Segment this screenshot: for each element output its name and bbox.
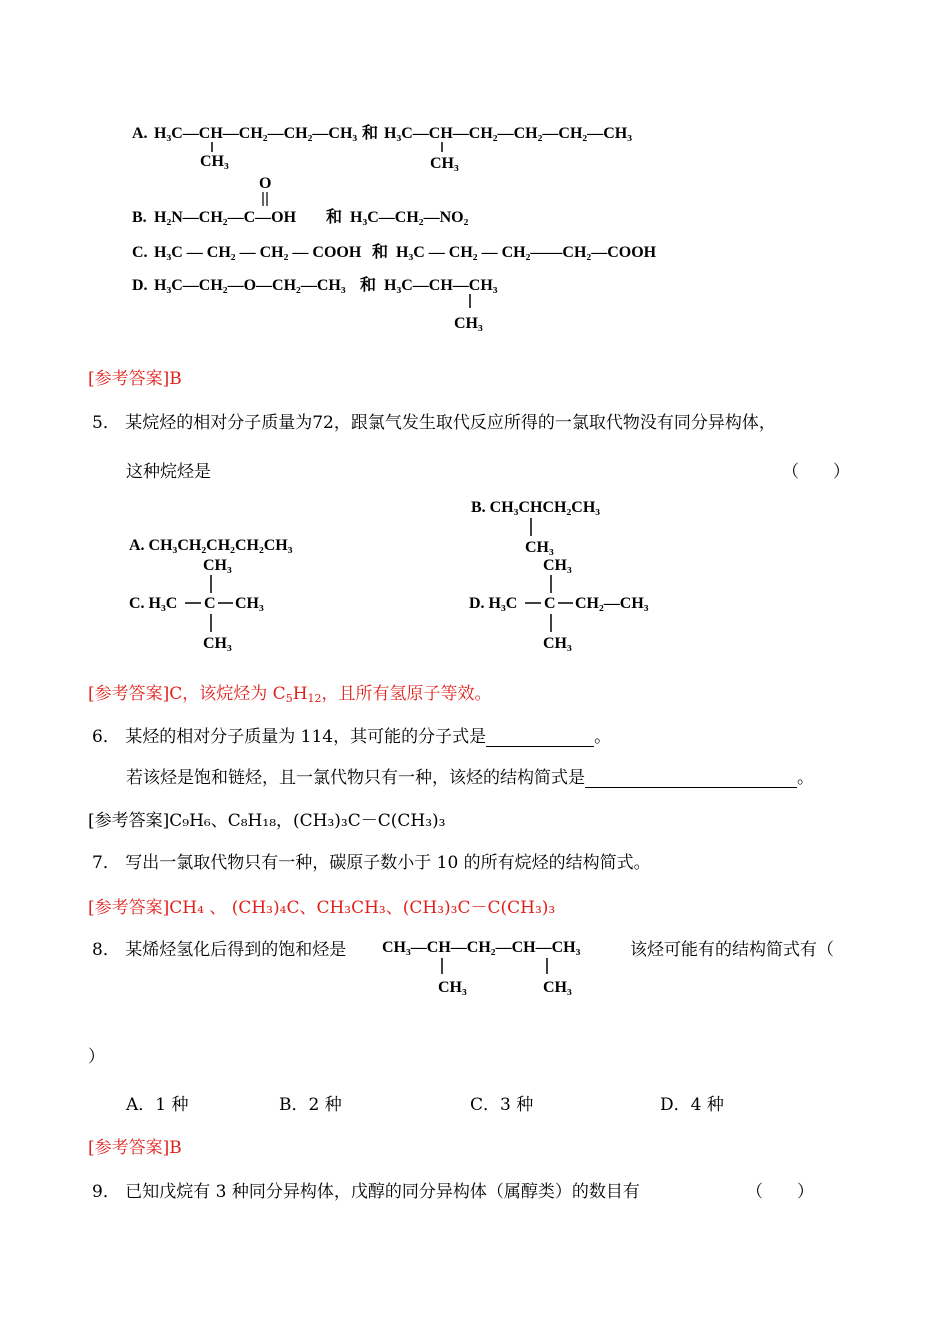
q6-blank-structure[interactable] [585,769,797,788]
q9-number: 9． [92,1182,120,1202]
q5-answer-paren: （ ） [782,462,850,482]
q4-option-d-label: D. [132,277,148,294]
q4-option-a-right: H₃C—CH—CH₂—CH₂—CH₂—CH₃ [384,125,632,142]
q7-answer: [参考答案]CH₄ 、 (CH₃)₄C、CH₃CH₃、(CH₃)₃C－C(CH₃)₃ [88,898,556,918]
q5-option-b: B. CH₃CHCH₂CH₃ [471,499,601,516]
q8-text-after: 该烃可能有的结构简式有（ [630,940,834,960]
q4-option-a-branch-left: CH₃ [200,153,229,170]
q6-blank-formula[interactable] [486,728,594,747]
q4-option-c-conj: 和 [372,244,389,261]
q5-option-c-center: C [204,595,216,612]
q5-option-c-right: CH₃ [235,595,264,612]
q8-chain: CH₃—CH—CH₂—CH—CH₃ [382,939,581,956]
q8-choice-c[interactable]: C．3 种 [470,1095,534,1115]
q4-option-a-left: H₃C—CH—CH₂—CH₂—CH₃ [154,125,358,142]
q4-option-c-label: C. [132,244,148,261]
q4-option-b-left: H₂N—CH₂—C—OH [154,209,297,226]
q5-option-b-branch: CH₃ [525,539,554,556]
q5-option-c-bottom: CH₃ [203,635,232,652]
q4-option-a-label: A. [132,125,148,142]
q8-close-paren: ） [88,1047,105,1067]
q4-option-b-carbonyl-o: O [259,175,272,192]
q5-structures [125,490,685,660]
q5-option-d-right: CH₂—CH₃ [575,595,649,612]
q8-branch-2: CH₃ [543,979,572,996]
q7-number: 7． [92,853,120,873]
q5-text-continued: 这种烷烃是 [126,462,211,482]
q5-option-c-label: C. H₃C [129,595,178,612]
q4-option-a-branch-right: CH₃ [430,155,459,172]
q5-option-a: A. CH₃CH₂CH₂CH₂CH₃ [129,537,293,554]
q8-choice-a[interactable]: A．1 种 [126,1095,189,1115]
q4-option-b-label: B. [132,209,147,226]
q4-option-d-conj: 和 [360,277,377,294]
q4-structures [128,112,688,337]
q6-answer: [参考答案]C₉H₆、C₈H₁₈，(CH₃)₃C－C(CH₃)₃ [88,811,446,831]
q4-option-c-right: H₃C — CH₂ — CH₂——CH₂—COOH [396,244,657,261]
q5-option-d-center: C [544,595,556,612]
q9-text: 已知戊烷有 3 种同分异构体，戊醇的同分异构体（属醇类）的数目有 [125,1182,640,1202]
q5-option-d-bottom: CH₃ [543,635,572,652]
q8-answer: [参考答案]B [88,1138,182,1158]
q5-option-d-top: CH₃ [543,557,572,574]
q4-option-c-left: H₃C — CH₂ — CH₂ — COOH [154,244,362,261]
q5-answer: [参考答案]C，该烷烃为 $C_5H_{12}$，且所有氢原子等效。 [88,684,492,705]
q4-option-a-conj: 和 [362,125,379,142]
q4-option-d-branch: CH₃ [454,315,483,332]
q5-number: 5． [92,413,120,433]
q6-number: 6． [92,727,120,747]
q8-structure [380,930,630,1000]
q4-option-d-left: H₃C—CH₂—O—CH₂—CH₃ [154,277,346,294]
q6-end2: 。 [797,768,814,788]
q4-answer: [参考答案]B [88,369,182,389]
q5-option-c-top: CH₃ [203,557,232,574]
q9-answer-paren: （ ） [746,1182,814,1202]
q7-text: 写出一氯取代物只有一种，碳原子数小于 10 的所有烷烃的结构简式。 [125,853,651,873]
q5-text: 某烷烃的相对分子质量为72，跟氯气发生取代反应所得的一氯取代物没有同分异构体， [125,413,776,433]
q8-text: 某烯烃氢化后得到的饱和烃是 [125,940,347,960]
q6-text-continued: 若该烃是饱和链烃，且一氯代物只有一种，该烃的结构简式是 [126,768,585,788]
q4-option-b-right: H₃C—CH₂—NO₂ [350,209,469,226]
q5-option-d-label: D. H₃C [469,595,518,612]
q8-choice-d[interactable]: D．4 种 [660,1095,724,1115]
q8-choice-b[interactable]: B．2 种 [279,1095,342,1115]
q6-text: 某烃的相对分子质量为 114，其可能的分子式是 [125,727,487,747]
q6-end: 。 [594,727,612,747]
q4-option-d-right: H₃C—CH—CH₃ [384,277,498,294]
q8-number: 8． [92,940,120,960]
q8-branch-1: CH₃ [438,979,467,996]
q4-option-b-conj: 和 [326,209,343,226]
